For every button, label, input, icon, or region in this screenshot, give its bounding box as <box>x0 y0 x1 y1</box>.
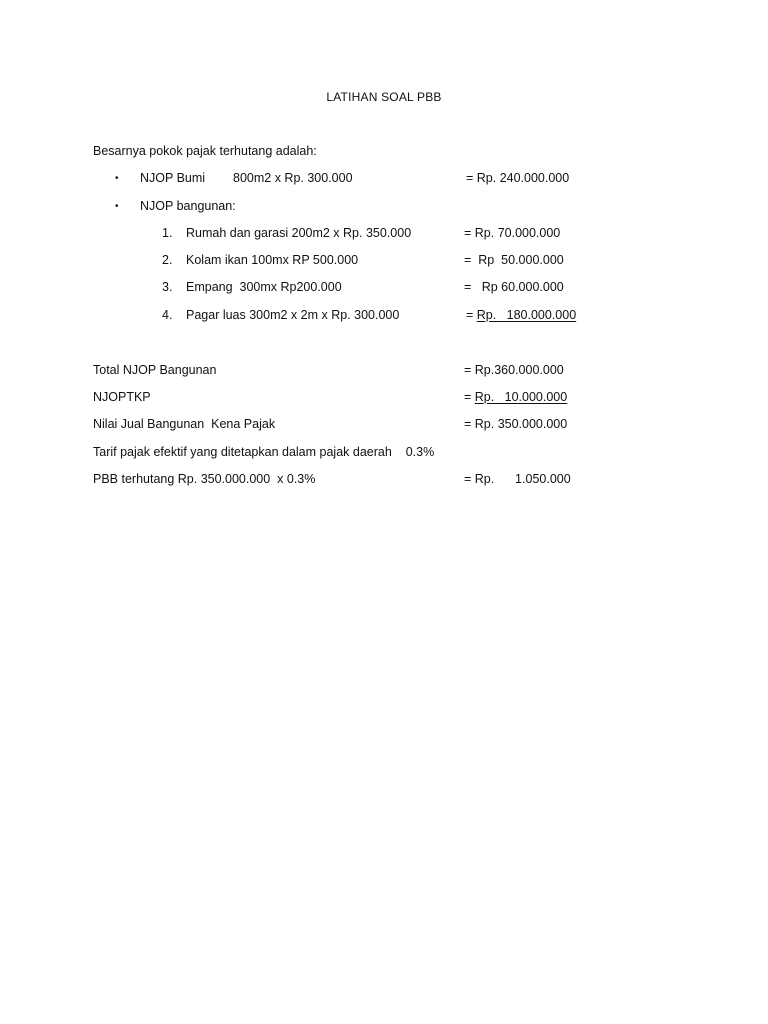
summary-value-total-njop-bangunan: = Rp.360.000.000 <box>464 363 564 377</box>
item-number-4: 4. <box>162 308 173 322</box>
bumi-result: = Rp. 240.000.000 <box>466 171 570 185</box>
summary-value-pbb-terhutang: = Rp. 1.050.000 <box>464 472 571 486</box>
summary-value-njoptkp <box>464 389 567 405</box>
item-result-4 <box>466 307 576 323</box>
item-result-3: = Rp 60.000.000 <box>464 280 564 294</box>
item-number-3: 3. <box>162 280 173 294</box>
item-result-1: = Rp. 70.000.000 <box>464 226 561 240</box>
summary-value-nilai-jual: = Rp. 350.000.000 <box>464 417 568 431</box>
summary-label-njoptkp: NJOPTKP <box>93 390 151 404</box>
summary-label-total-njop-bangunan: Total NJOP Bangunan <box>93 363 217 377</box>
item-number-1: 1. <box>162 226 173 240</box>
item-description-3: Empang 300mx Rp200.000 <box>186 280 342 294</box>
njoptkp-amount-underlined: Rp. 10.000.000 <box>474 390 568 404</box>
item-amount-4-underlined: Rp. 180.000.000 <box>476 308 577 322</box>
item-description-1: Rumah dan garasi 200m2 x Rp. 350.000 <box>186 226 412 240</box>
item-equals-4: = <box>466 308 477 322</box>
bangunan-label: NJOP bangunan: <box>140 199 236 213</box>
document-title: LATIHAN SOAL PBB <box>326 90 442 104</box>
bumi-label: NJOP Bumi <box>140 171 206 185</box>
item-description-2: Kolam ikan 100mx RP 500.000 <box>186 253 359 267</box>
njoptkp-equals: = <box>464 390 475 404</box>
bumi-calculation: 800m2 x Rp. 300.000 <box>233 171 353 185</box>
summary-label-tarif-pajak: Tarif pajak efektif yang ditetapkan dalam pajak daerah 0.3% <box>93 445 435 459</box>
summary-label-pbb-terhutang: PBB terhutang Rp. 350.000.000 x 0.3% <box>93 472 316 486</box>
item-result-2: = Rp 50.000.000 <box>464 253 564 267</box>
item-description-4: Pagar luas 300m2 x 2m x Rp. 300.000 <box>186 308 400 322</box>
bullet-bumi: • <box>115 173 119 184</box>
item-number-2: 2. <box>162 253 173 267</box>
intro-text: Besarnya pokok pajak terhutang adalah: <box>93 144 317 158</box>
summary-label-nilai-jual: Nilai Jual Bangunan Kena Pajak <box>93 417 276 431</box>
bullet-bangunan: • <box>115 201 119 212</box>
